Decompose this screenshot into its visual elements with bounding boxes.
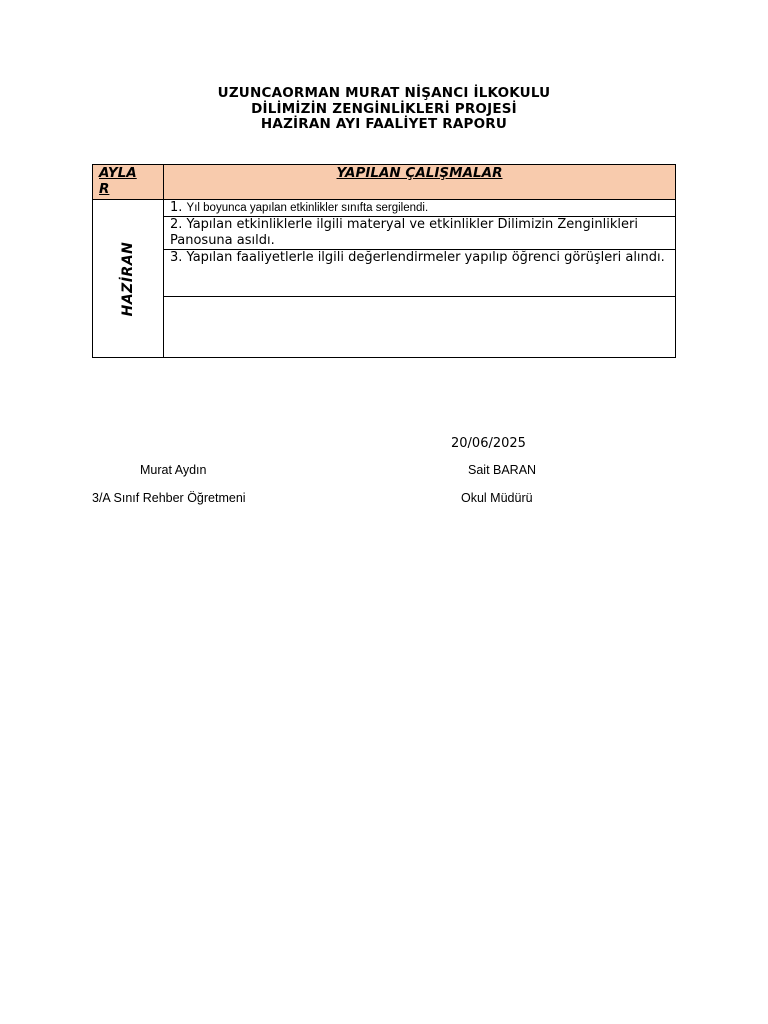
principal-title: Okul Müdürü <box>461 491 533 505</box>
table-header-row <box>93 165 676 200</box>
principal-name: Sait BARAN <box>468 463 537 477</box>
table-row <box>93 250 676 297</box>
activity-item-2: 2. Yapılan etkinliklerle ilgili materyal ve etkinlikler Dilimizin Zenginlikleri Panosuna asıldı. <box>164 217 676 250</box>
report-title: HAZİRAN AYI FAALİYET RAPORU <box>260 116 508 132</box>
activity-table <box>92 164 676 358</box>
table-row <box>93 297 676 358</box>
school-name: UZUNCAORMAN MURAT NİŞANCI İLKOKULU <box>217 85 551 101</box>
report-header <box>0 86 768 133</box>
column-header-activities: YAPILAN ÇALIŞMALAR <box>164 165 676 200</box>
teacher-title: 3/A Sınıf Rehber Öğretmeni <box>92 491 246 505</box>
activity-item-3: 3. Yapılan faaliyetlerle ilgili değerlendirmeler yapılıp öğrenci görüşleri alındı. <box>164 250 676 297</box>
column-header-months: AYLA R <box>93 165 164 200</box>
activity-item-1: 1. Yıl boyunca yapılan etkinlikler sınıfta sergilendi. <box>164 200 676 217</box>
table-row <box>93 217 676 250</box>
teacher-name: Murat Aydın <box>140 463 207 477</box>
project-name: DİLİMİZİN ZENGİNLİKLERİ PROJESİ <box>251 100 517 117</box>
month-label: HAZİRAN <box>120 241 136 316</box>
empty-activity-cell <box>164 297 676 358</box>
month-cell <box>93 200 164 358</box>
table-row <box>93 200 676 217</box>
report-date: 20/06/2025 <box>451 436 526 451</box>
